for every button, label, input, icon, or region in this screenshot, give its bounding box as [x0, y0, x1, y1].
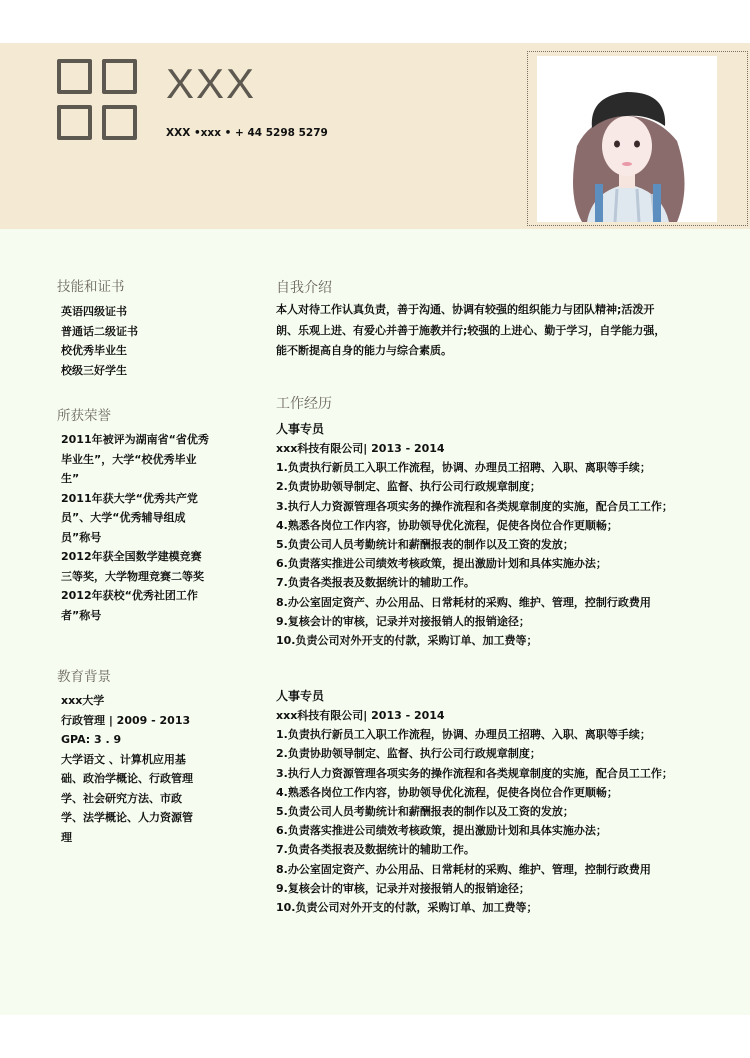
- list-item: 2011年被评为湖南省“省优秀毕业生”，大学“校优秀毕业生”: [61, 433, 209, 485]
- honors-heading: 所获荣誉: [57, 408, 111, 424]
- duty: 10.负责公司对外开支的付款，采购订单、加工费等；: [276, 634, 538, 648]
- skills-heading: 技能和证书: [57, 279, 125, 295]
- duty: 5.负责公司人员考勤统计和薪酬报表的制作以及工资的发放；: [276, 538, 574, 552]
- skills-list: [61, 302, 138, 380]
- major-period: 行政管理 | 2009 - 2013: [61, 713, 191, 727]
- job-company: xxx科技有限公司| 2013 - 2014: [276, 709, 445, 722]
- job-title: 人事专员: [276, 422, 325, 436]
- job-company: xxx科技有限公司| 2013 - 2014: [276, 442, 445, 455]
- duty: 4.熟悉各岗位工作内容，协助领导优化流程，促使各岗位合作更顺畅；: [276, 518, 618, 532]
- courses: 大学语文 、计算机应用基础、政治学概论、行政管理学、社会研究方法、市政学、法学概论、人力资源管理: [61, 752, 193, 844]
- duty: 6.负责落实推进公司绩效考核政策，提出激励计划和具体实施办法；: [276, 824, 607, 838]
- list-item: 2012年获全国数学建模竞赛三等奖，大学物理竞赛二等奖: [61, 550, 204, 583]
- candidate-name: XXX: [166, 60, 257, 107]
- profile-photo: [537, 56, 717, 222]
- duty: 2.负责协助领导制定、监督、执行公司行政规章制度；: [276, 747, 541, 761]
- duty: 9.复核会计的审核，记录并对接报销人的报销途径；: [276, 614, 530, 628]
- duty: 8.办公室固定资产、办公用品、日常耗材的采购、维护、管理，控制行政费用: [276, 595, 651, 609]
- duty: 10.负责公司对外开支的付款，采购订单、加工费等；: [276, 901, 538, 915]
- education-details: [61, 691, 201, 847]
- work-heading: 工作经历: [276, 396, 332, 412]
- job-entry: [276, 686, 676, 917]
- duty: 1.负责执行新员工入职工作流程，协调、办理员工招聘、入职、离职等手续；: [276, 461, 651, 475]
- duty: 3.执行人力资源管理各项实务的操作流程和各类规章制度的实施，配合员工工作；: [276, 499, 673, 513]
- duty: 6.负责落实推进公司绩效考核政策，提出激励计划和具体实施办法；: [276, 557, 607, 571]
- gpa: GPA: 3 . 9: [61, 733, 122, 746]
- list-item: 2012年获校“优秀社团工作者”称号: [61, 589, 198, 622]
- education-heading: 教育背景: [57, 669, 111, 685]
- job-title: 人事专员: [276, 689, 325, 703]
- duty: 1.负责执行新员工入职工作流程，协调、办理员工招聘、入职、离职等手续；: [276, 728, 651, 742]
- duty: 2.负责协助领导制定、监督、执行公司行政规章制度；: [276, 480, 541, 494]
- duty: 4.熟悉各岗位工作内容，协助领导优化流程，促使各岗位合作更顺畅；: [276, 785, 618, 799]
- duty: 3.执行人力资源管理各项实务的操作流程和各类规章制度的实施，配合员工工作；: [276, 766, 673, 780]
- list-item: 英语四级证书: [61, 305, 127, 318]
- list-item: 普通话二级证书: [61, 324, 138, 338]
- list-item: 2011年获大学“优秀共产党员”、大学“优秀辅导组成员”称号: [61, 491, 198, 544]
- duty: 7.负责各类报表及数据统计的辅助工作。: [276, 843, 475, 857]
- logo-grid-icon: [57, 59, 137, 141]
- contact-info: XXX •xxx • + 44 5298 5279: [166, 127, 328, 139]
- intro-heading: 自我介绍: [276, 280, 332, 296]
- honors-list: [61, 430, 209, 625]
- duty: 9.复核会计的审核，记录并对接报销人的报销途径；: [276, 881, 530, 895]
- job-entry: [276, 419, 676, 650]
- school-name: xxx大学: [61, 694, 105, 707]
- duty: 7.负责各类报表及数据统计的辅助工作。: [276, 576, 475, 590]
- list-item: 校优秀毕业生: [61, 344, 127, 357]
- duty: 8.办公室固定资产、办公用品、日常耗材的采购、维护、管理，控制行政费用: [276, 862, 651, 876]
- list-item: 校级三好学生: [61, 363, 127, 377]
- intro-text: 本人对待工作认真负责，善于沟通、协调有较强的组织能力与团队精神;活泼开朗、乐观上进、有爱心并善于施教并行;较强的上进心、勤于学习，自学能力强，能不断提高自身的能力与综合素质。: [276, 303, 666, 357]
- duty: 5.负责公司人员考勤统计和薪酬报表的制作以及工资的发放；: [276, 805, 574, 819]
